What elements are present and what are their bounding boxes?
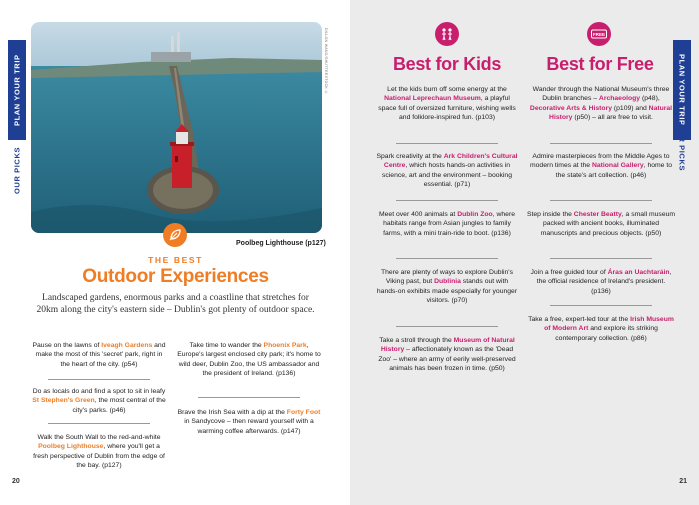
link-iveagh-gardens[interactable]: Iveagh Gardens xyxy=(101,342,153,349)
side-tab-our-picks[interactable]: OUR PICKS xyxy=(12,146,22,194)
link-archaeology[interactable]: Archaeology xyxy=(598,95,641,103)
page-number-left: 20 xyxy=(12,478,20,485)
side-tab-plan-your-trip[interactable]: PLAN YOUR TRIP xyxy=(8,40,26,140)
divider xyxy=(550,200,652,201)
entry-dublin-zoo: Meet over 400 animals at Dublin Zoo, where habitats range from Asian jungles to family farms, with a mini train-ride to boot. (p136) xyxy=(378,211,515,237)
column-title-free: Best for Free xyxy=(546,54,654,74)
link-national-gallery[interactable]: National Gallery xyxy=(591,162,644,170)
entry-chester-beatty: Step inside the Chester Beatty, a small museum packed with ancient books, illuminated manuscripts and precious objects. (p50) xyxy=(526,211,676,237)
photo-caption: Poolbeg Lighthouse (p127) xyxy=(236,240,326,247)
divider xyxy=(396,326,498,327)
lighthouse-photo xyxy=(31,22,322,233)
page-number-right: 21 xyxy=(679,478,687,485)
link-dublinia[interactable]: Dublinia xyxy=(434,278,461,286)
link-leprechaun-museum[interactable]: National Leprechaun Museum xyxy=(384,95,481,103)
link-chester-beatty[interactable]: Chester Beatty xyxy=(573,211,622,218)
free-badge-text: FREE xyxy=(592,32,606,38)
link-aras-an-uachtarain[interactable]: Áras an Uachtaráin xyxy=(607,269,670,276)
entry-poolbeg-lighthouse: Walk the South Wall to the red-and-white Poolbeg Lighthouse, where you'll get a fresh perspective of Dublin from the edge of the bay. (p127) xyxy=(33,434,165,470)
free-tag-icon xyxy=(587,22,611,46)
side-tab-plan-your-trip[interactable]: PLAN YOUR TRIP xyxy=(673,40,691,140)
divider xyxy=(48,379,150,380)
divider xyxy=(48,423,150,424)
link-phoenix-park[interactable]: Phoenix Park xyxy=(263,342,307,349)
divider xyxy=(396,258,498,259)
divider xyxy=(396,143,498,144)
entry-aras-an-uachtarain: Join a free guided tour of Áras an Uachtaráin, the official residence of Ireland's president. (p136) xyxy=(530,269,672,295)
section-intro: Landscaped gardens, enormous parks and a coastline that stretches for 20km along the city's eastern side – Dublin's got plenty of outdoor space. xyxy=(36,293,315,315)
link-dublin-zoo[interactable]: Dublin Zoo xyxy=(457,211,493,218)
side-tab-our-picks[interactable]: OUR PICKS xyxy=(677,124,687,172)
entry-natural-history-museum: Take a stroll through the Museum of Natural History – affectionately known as the 'Dead Zoo' – where an army of eerily well-preserved animals has been frozen in time. (p50) xyxy=(378,337,516,373)
entry-phoenix-park: Take time to wander the Phoenix Park, Europe's largest enclosed city park; it's home to wild deer, Dublin Zoo, the US ambassador and the president of Ireland. (p136) xyxy=(177,342,321,378)
divider xyxy=(396,200,498,201)
link-natural-history-museum[interactable]: Museum of Natural History xyxy=(380,337,515,354)
divider xyxy=(550,258,652,259)
entry-forty-foot: Brave the Irish Sea with a dip at the Forty Foot in Sandycove – then reward yourself with a warming coffee afterwards. (p147) xyxy=(177,409,321,435)
entry-iveagh-gardens: Pause on the lawns of Iveagh Gardens and make the most of this 'secret' park, right in the heart of the city. (p54) xyxy=(32,342,166,368)
entry-dublinia: There are plenty of ways to explore Dublin's Viking past, but Dublinia stands out with hands-on exhibits made especially for younger visitors. (p70) xyxy=(376,269,518,305)
link-imma[interactable]: Irish Museum of Modern Art xyxy=(544,316,674,333)
section-title: Outdoor Experiences xyxy=(82,266,269,287)
entry-st-stephens-green: Do as locals do and find a spot to sit in leafy St Stephen's Green, the most central of the city's parks. (p46) xyxy=(32,388,166,414)
section-kicker: THE BEST xyxy=(148,255,203,265)
photo-credit: DILLON WANG/SHUTTERSTOCK © xyxy=(324,28,328,95)
link-decorative-arts[interactable]: Decorative Arts & History xyxy=(529,104,612,112)
entry-leprechaun-museum: Let the kids burn off some energy at the National Leprechaun Museum, a playful space full of oversized furniture, wishing wells and folklore-inspired fun. (p103) xyxy=(378,86,516,122)
right-page xyxy=(350,0,699,505)
entry-ark-childrens-centre: Spark creativity at the Ark Children's Cultural Centre, which hosts hands-on activities in science, art and the environment – booking essential. (p71) xyxy=(376,153,518,189)
link-poolbeg-lighthouse[interactable]: Poolbeg Lighthouse xyxy=(38,443,104,451)
column-title-kids: Best for Kids xyxy=(392,54,502,74)
divider xyxy=(550,305,652,306)
entry-national-museum: Wander through the National Museum's three Dublin branches – Archaeology (p48), Decorative Arts & History (p109) and Natural History (p50) – all are free to visit. xyxy=(529,86,673,122)
divider xyxy=(198,397,300,398)
entry-national-gallery: Admire masterpieces from the Middle Ages to modern times at the National Gallery, home to the state's art collection. (p46) xyxy=(529,153,673,179)
link-st-stephens-green[interactable]: St Stephen's Green xyxy=(32,397,95,405)
link-natural-history[interactable]: Natural History xyxy=(549,104,673,122)
link-ark-childrens-centre[interactable]: Ark Children's Cultural Centre xyxy=(383,153,518,170)
leaf-icon xyxy=(163,223,187,247)
kids-icon xyxy=(435,22,459,46)
divider xyxy=(550,143,652,144)
link-forty-foot[interactable]: Forty Foot xyxy=(286,409,321,416)
entry-imma: Take a free, expert-led tour at the Irish Museum of Modern Art and explore its striking contemporary collection. (p86) xyxy=(528,316,674,342)
